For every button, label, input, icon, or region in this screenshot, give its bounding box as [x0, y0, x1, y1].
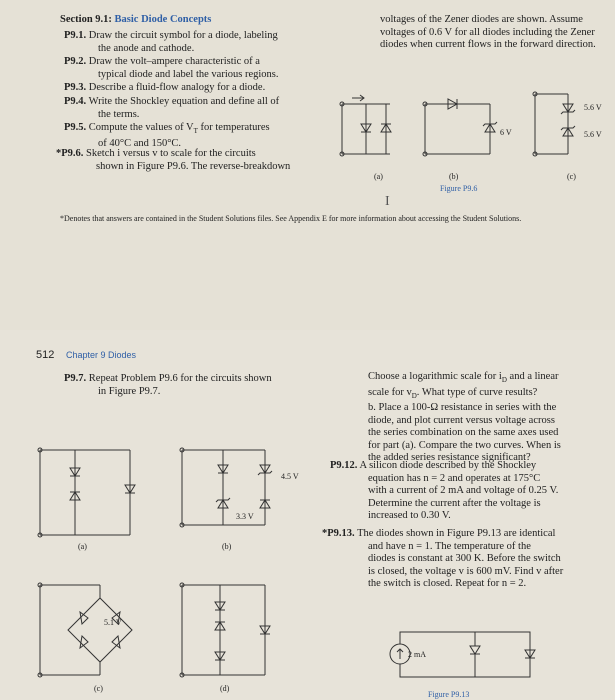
section-heading: Section 9.1: Basic Diode Concepts: [60, 14, 212, 25]
problem-p9-6: *P9.6. Sketch i versus v to scale for the circuits shown in Figure P9.6. The reverse-breakdown: [56, 148, 291, 172]
figure-p9-6-circuits: [330, 84, 610, 184]
figure-p9-13-circuit: [380, 622, 560, 692]
circuit-p97-d: [180, 583, 270, 677]
problem-p9-12: P9.12. A silicon diode described by the Shockley equation has n = 2 and operates at 175°C with a current of 2 mA and voltage of 0.25 V. Determine the current after the voltage is increased to 0.30 V.: [330, 460, 559, 521]
problem-p9-3: P9.3. Describe a fluid-flow analogy for a diode.: [64, 82, 266, 93]
circuit-c: [533, 92, 575, 156]
zener-instructions: voltages of the Zener diodes are shown. Assume voltages of 0.6 V for all diodes including the Zener diodes when current flows in the forward direction.: [380, 14, 596, 50]
footnote: *Denotes that answers are contained in the Student Solutions files. See Appendix E for more information about accessing the Student Solutions.: [60, 214, 522, 223]
upper-page: Section 9.1: Basic Diode Concepts P9.1. Draw the circuit symbol for a diode, labeling the anode and cathode. P9.2. Draw the volt–ampere characteristic of a typical diode and label the various regions. P9.3. Describe a fluid-flow analogy for a diode. P9.4. Write the Shockley equation and define all of the terms. P9.5. Compute the values of $V_T$ for temperatures of 40°C and 150°C. *P9.6. Sketch i versus v to scale for the circuits shown in Figure P9.6. The reverse-breakdown voltages of the Zener diodes are shown. Assume voltages of 0.6 V for all diodes including the Zener diodes when current flows in the forward direction. (a) (b) (c) 6 V 5.6 V 5.6 V Figure P9.6 I *Denotes that answers are contained in the Student Solutions files. See Appendix E for more information about accessing the Student Solutions.: [0, 0, 615, 330]
problem-p9-2: P9.2. Draw the volt–ampere characteristic of a typical diode and label the various regions.: [64, 56, 279, 80]
circuit-p97-a: [38, 448, 135, 537]
circuit-a: [340, 95, 391, 156]
chapter-label: Chapter 9 Diodes: [66, 350, 137, 360]
page-number: 512: [36, 349, 55, 361]
problem-p9-11-continued: Choose a logarithmic scale for $i_D$ and a linear scale for $v_D$. What type of curve results? b. Place a 100-Ω resistance in series with the diode, and plot current versus voltage across the series combination on the same axes used for part (a). Compare the two curves. When is the added series resistance significant?: [368, 371, 561, 464]
problem-p9-5: P9.5. Compute the values of $V_T$ for temperatures of 40°C and 150°C.: [64, 122, 270, 149]
circuit-b: [423, 99, 497, 156]
problem-p9-1: P9.1. Draw the circuit symbol for a diode, labeling the anode and cathode.: [64, 30, 278, 54]
lower-page: 512 Chapter 9 Diodes P9.7. Repeat Problem P9.6 for the circuits shown in Figure P9.7. Choose a logarithmic scale for $i_D$ and a linear scale for $v_D$. What type of curve results? b. Place a 100-Ω resistance in series with the diode, and plot current versus voltage across the series combination on the same axes used for part (a). Compare the two curves. When is the added series resistance significant? P9.12. A silicon diode described by the Shockley equation has n = 2 and operates at 175°C with a current of 2 mA and voltage of 0.25 V. Determine the current after the voltage is increased to 0.30 V. *P9.13. The diodes shown in Figure P9.13 are identical and have n = 1. The temperature of the diodes is constant at 300 K. Before the switch is closed, the voltage v is 600 mV. Find v after the switch is closed. Repeat for n = 2. (a) (b) (c) (d) 4.5 V 3.3 V 5.1 V 2 mA Figure P9.13: [0, 330, 615, 700]
problem-p9-4: P9.4. Write the Shockley equation and define all of the terms.: [64, 96, 280, 120]
circuit-p97-b: [180, 448, 272, 527]
text-cursor-icon: I: [385, 194, 390, 209]
problem-p9-7: P9.7. Repeat Problem P9.6 for the circuits shown in Figure P9.7.: [64, 373, 272, 397]
problem-p9-13: *P9.13. The diodes shown in Figure P9.13 are identical and have n = 1. The temperature of the diodes is constant at 300 K. Before the switch is closed, the voltage v is 600 mV. Find v after the switch is closed. Repeat for n = 2.: [322, 528, 564, 589]
figure-p9-7-circuits: [30, 430, 320, 700]
circuit-p97-c: [38, 583, 132, 677]
